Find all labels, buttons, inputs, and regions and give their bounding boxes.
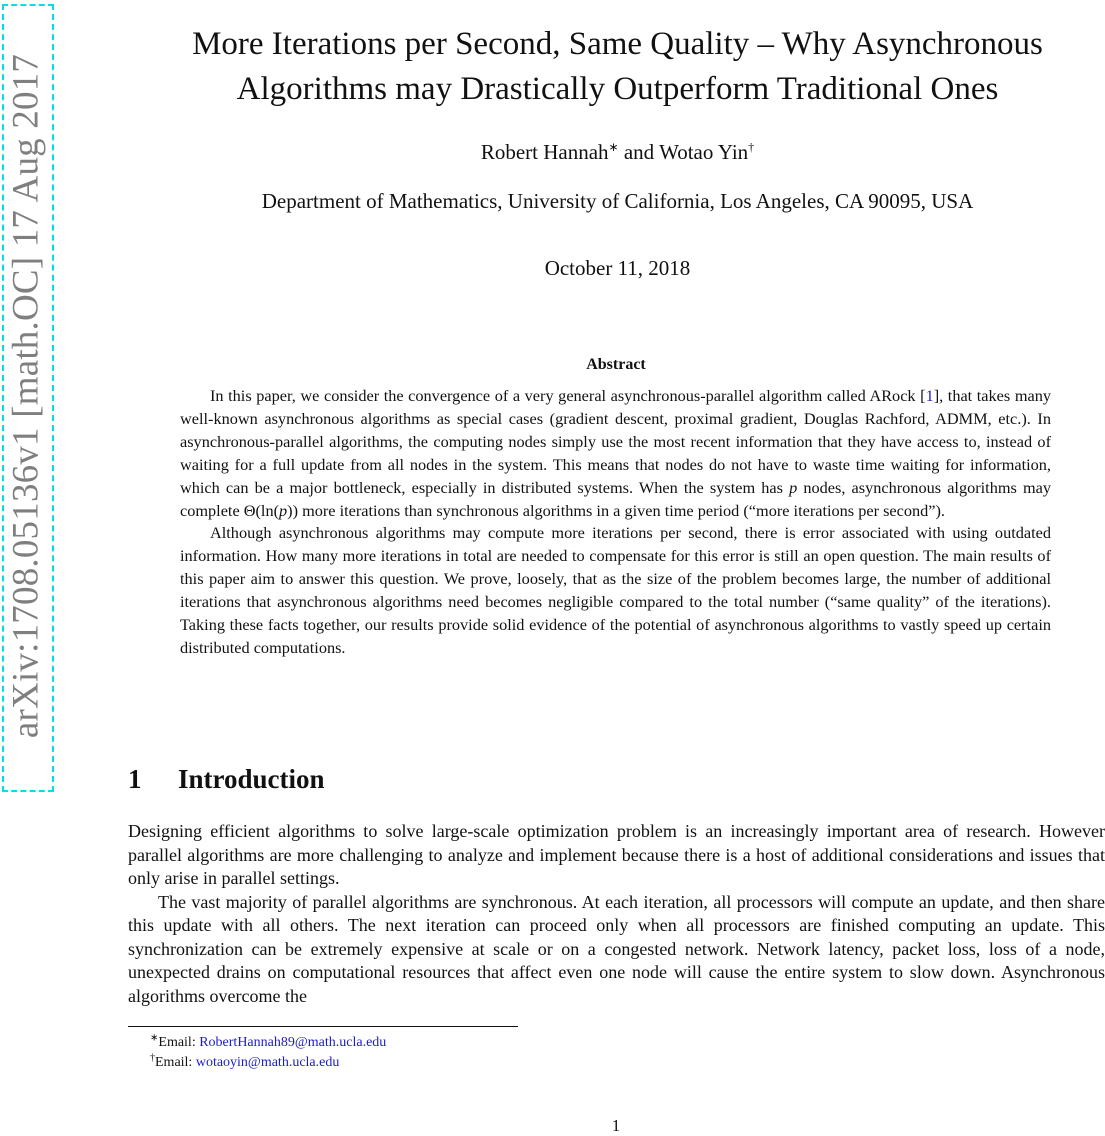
intro-paragraph-2: The vast majority of parallel algorithms are synchronous. At each iteration, all processors will compute an update, and then share this update with all others. The next iteration can proceed only when all processors are finished computing an update. This synchronization can be extremely expensive at scale or on a congested network. Network latency, packet loss, loss of a node, unexpected drains on computational resources that affect even one node will cause the entire system to slow down. Asynchronous algorithms overcome the [128,891,1105,1006]
author-conjunction: and [618,140,660,164]
footnote-mark: ∗ [150,1032,159,1044]
author-2-footnote-mark[interactable]: † [748,140,755,154]
footnote-label: Email: [158,1035,200,1050]
section-number: 1 [128,764,142,794]
title-line-1: More Iterations per Second, Same Quality – Why Asynchronous [192,26,1043,62]
abstract-paragraph-1 [180,385,1051,522]
intro-paragraph-1: Designing efficient algorithms to solve large-scale optimization problem is an increasingly important area of research. However parallel algorithms are more challenging to analyze and implement because there is a host of additional considerations and issues that only arise in parallel settings. [128,821,1105,888]
abstract-body [180,385,1051,660]
footnote-rule [128,1026,518,1027]
email-link[interactable]: RobertHannah89@math.ucla.edu [199,1035,387,1050]
paper-date: October 11, 2018 [544,256,691,280]
author-2: Wotao Yin [659,140,749,164]
arxiv-identifier: arXiv:1708.05136v1 [math.OC] 17 Aug 2017 [5,53,47,739]
abstract-text: ], that takes many well-known asynchronous algorithms as special cases (gradient descent, proximal gradient, Douglas Rachford, ADMM, etc.). In asynchronous-parallel algorithms, the computing nodes simply use the most recent information that they have access to, instead of waiting for a full update from all nodes in the system. This means that nodes do not have to waste time waiting for information, which can be a major bottleneck, especially in distributed systems. When the system has [180,386,1051,497]
introduction-body [128,820,1105,1008]
abstract-text: nodes, asynchronous algorithms may complete Θ(ln( [180,477,1051,520]
section-title: Introduction [178,764,325,794]
citation-link[interactable]: 1 [925,386,934,405]
section-heading [128,764,325,795]
math-variable: p [789,477,798,497]
abstract-heading: Abstract [586,356,646,373]
page-number: 1 [611,1116,621,1135]
abstract-text: )) more iterations than synchronous algorithms in a given time period (“more iterations per second”). [287,500,945,520]
author-1: Robert Hannah [480,140,609,164]
email-link[interactable]: wotaoyin@math.ucla.edu [195,1055,340,1070]
title-line-2: Algorithms may Drastically Outperform Traditional Ones [236,71,999,107]
abstract-paragraph-2: Although asynchronous algorithms may compute more iterations per second, there is error associated with using outdated information. How many more iterations in total are needed to compensate for this error is still an open question. The main results of this paper aim to answer this question. We prove, loosely, that as the size of the problem becomes large, the number of additional iterations that asynchronous algorithms need becomes negligible compared to the total number (“same quality” of the iterations). Taking these facts together, our results provide solid evidence of the potential of asynchronous algorithms to vastly speed up certain distributed computations. [180,523,1051,657]
footnote-mark: † [150,1052,155,1064]
footnote-2 [150,1053,386,1073]
affiliation: Department of Mathematics, University of California, Los Angeles, CA 90095, USA [261,189,974,213]
footnote-label: Email: [155,1055,196,1070]
abstract-text: In this paper, we consider the convergence of a very general asynchronous-parallel algorithm called ARock [ [210,386,926,405]
math-variable: p [279,500,288,520]
paper-title [130,22,1105,112]
author-1-footnote-mark[interactable]: ∗ [608,140,619,154]
authors [130,140,1105,165]
footnotes [150,1033,386,1073]
footnote-1 [150,1033,386,1053]
